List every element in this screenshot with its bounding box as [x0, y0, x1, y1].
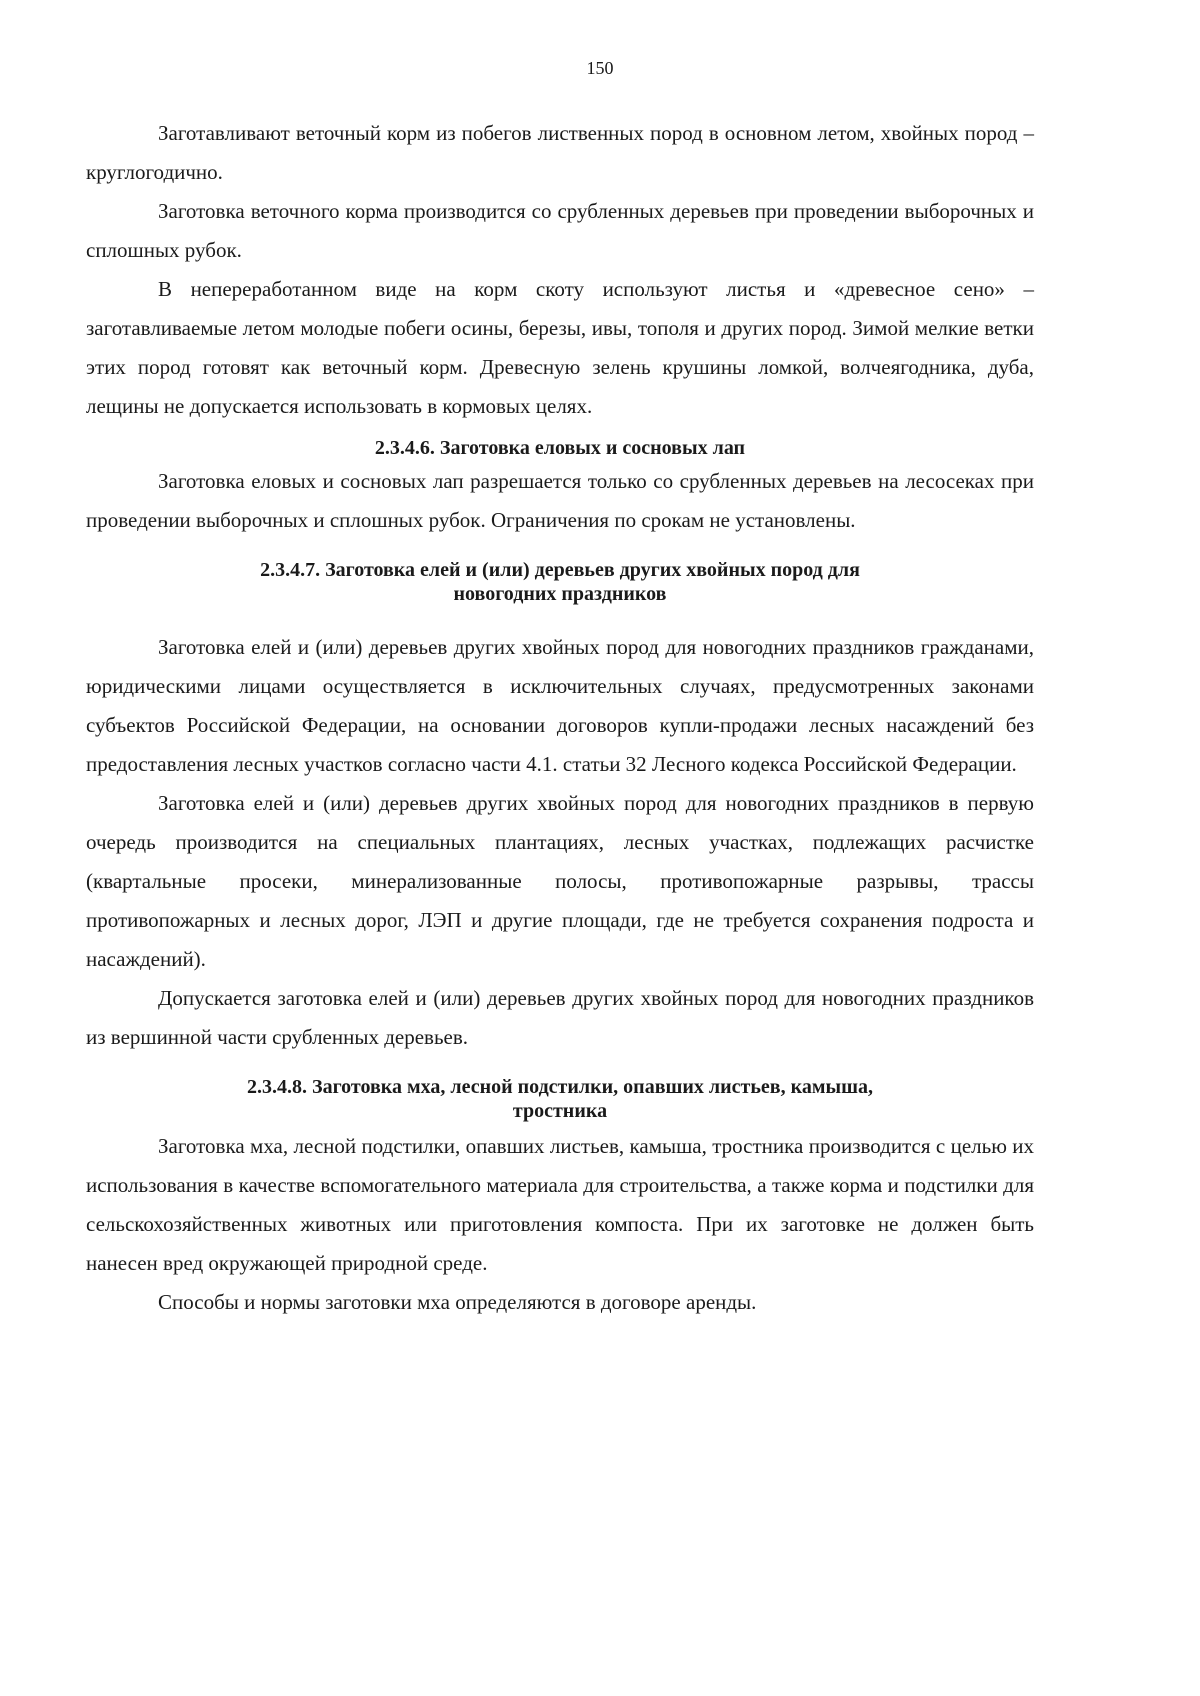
page-number: 150 — [586, 58, 614, 78]
paragraph: Допускается заготовка елей и (или) деревьев других хвойных пород для новогодних праздников из вершинной части срубленных деревьев. — [86, 986, 1034, 1049]
paragraph: В непереработанном виде на корм скоту используют листья и «древесное сено» – заготавливаемые летом молодые побеги осины, березы, ивы, тополя и других пород. Зимой мелкие ветки этих пород готовят как веточный корм. Древесную зелень крушины ломкой, волчеягодника, дуба, лещины не допускается использовать в кормовых целях. — [86, 277, 1034, 418]
paragraph: Заготовка елей и (или) деревьев других хвойных пород для новогодних праздников в первую очередь производится на специальных плантациях, лесных участках, подлежащих расчистке (квартальные просеки, минерализованные полосы, противопожарные разрывы, трассы противопожарных и лесных дорог, ЛЭП и другие площади, где не требуется сохранения подроста и насаждений). — [86, 791, 1034, 971]
paragraph: Заготовка еловых и сосновых лап разрешается только со срубленных деревьев на лесосеках при проведении выборочных и сплошных рубок. Ограничения по срокам не установлены. — [86, 469, 1034, 532]
heading-line: 2.3.4.7. Заготовка елей и (или) деревьев других хвойных пород для — [260, 559, 860, 581]
heading-line: 2.3.4.8. Заготовка мха, лесной подстилки, опавших листьев, камыша, — [247, 1076, 873, 1098]
heading-line: новогодних праздников — [453, 583, 667, 605]
section-heading-2348 — [86, 1075, 1034, 1123]
paragraph: Способы и нормы заготовки мха определяются в договоре аренды. — [158, 1290, 757, 1314]
document-body — [86, 114, 1034, 1322]
paragraph: Заготовка мха, лесной подстилки, опавших листьев, камыша, тростника производится с целью их использования в качестве вспомогательного материала для строительства, а также корма и подстилки для сельскохозяйственных животных или приготовления компоста. При их заготовке не должен быть нанесен вред окружающей природной среде. — [86, 1134, 1034, 1275]
paragraph: Заготовка веточного корма производится со срубленных деревьев при проведении выборочных и сплошных рубок. — [86, 199, 1034, 262]
section-heading-2347 — [86, 558, 1034, 606]
paragraph: Заготавливают веточный корм из побегов лиственных пород в основном летом, хвойных пород – круглогодично. — [86, 121, 1034, 184]
paragraph: Заготовка елей и (или) деревьев других хвойных пород для новогодних праздников гражданами, юридическими лицами осуществляется в исключительных случаях, предусмотренных законами субъектов Российской Федерации, на основании договоров купли-продажи лесных насаждений без предоставления лесных участков согласно части 4.1. статьи 32 Лесного кодекса Российской Федерации. — [86, 635, 1034, 776]
section-heading-2346: 2.3.4.6. Заготовка еловых и сосновых лап — [374, 437, 746, 459]
heading-line: тростника — [512, 1100, 608, 1122]
